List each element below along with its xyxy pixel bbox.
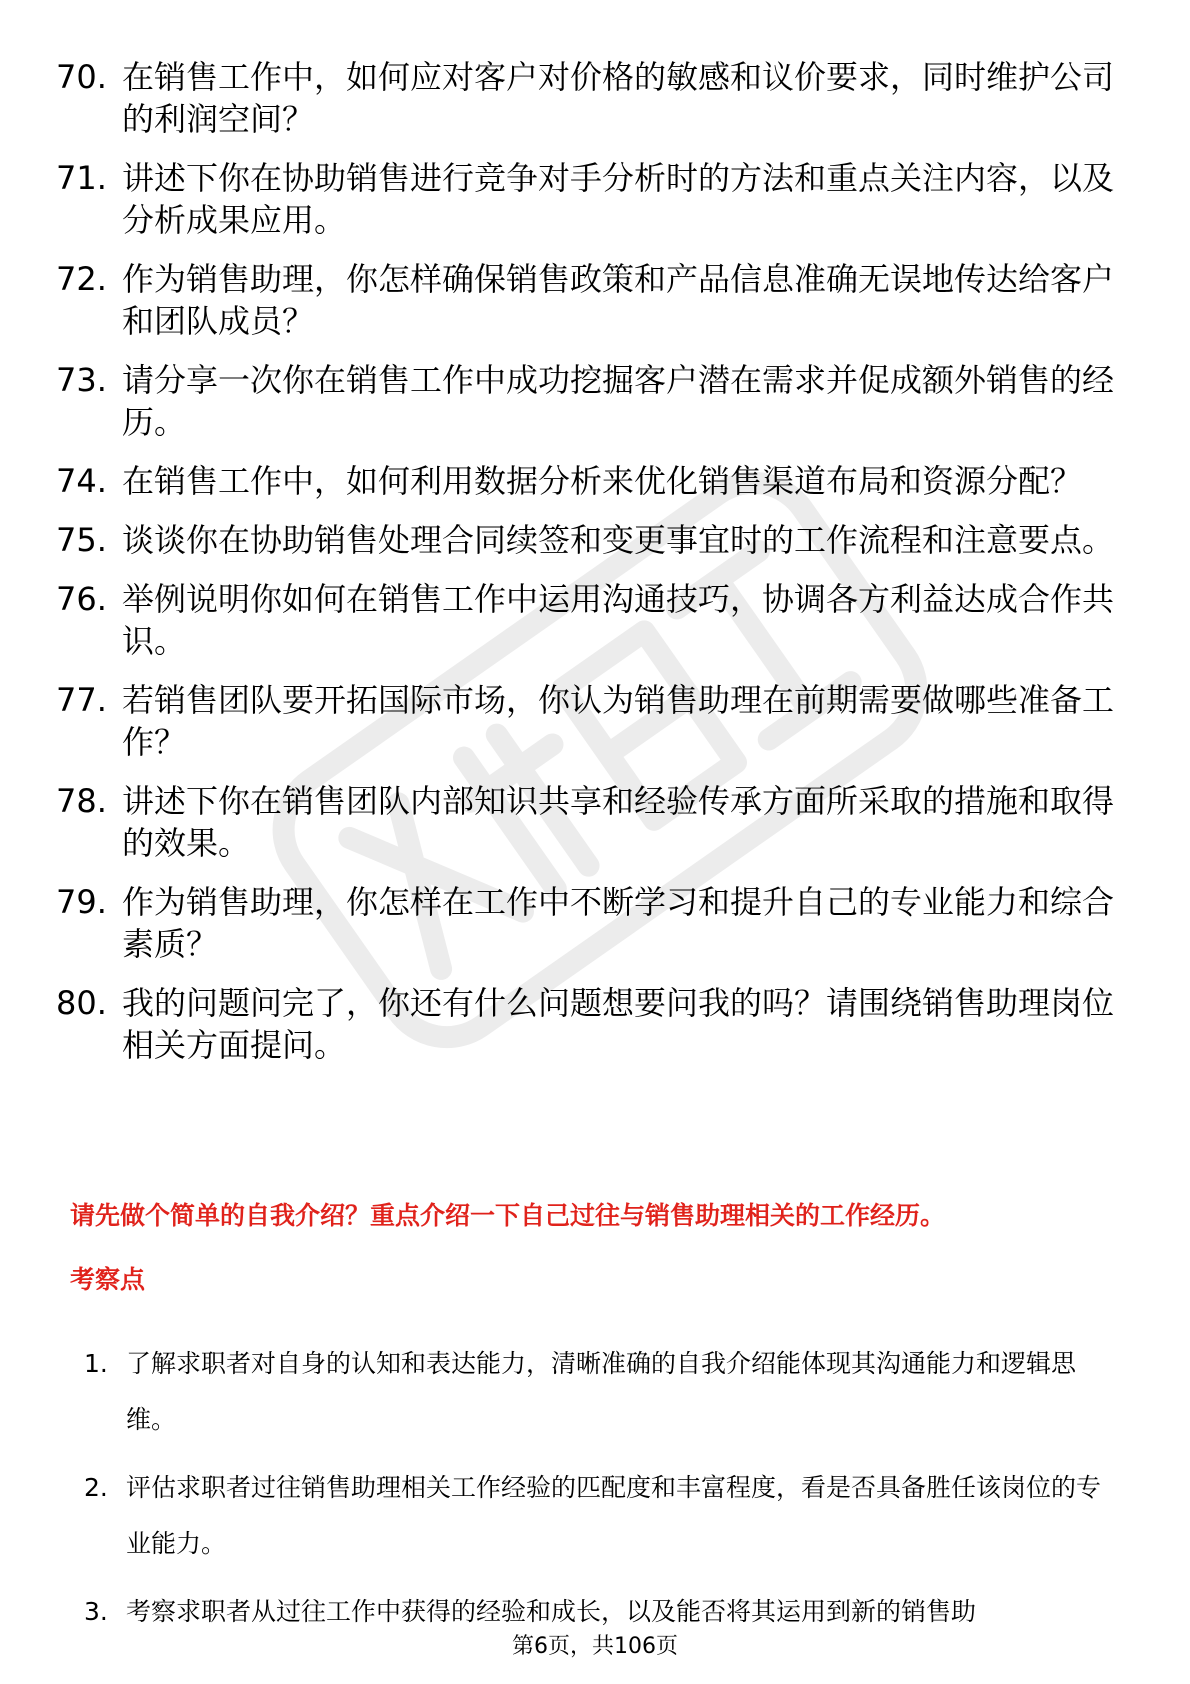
question-item bbox=[56, 258, 1126, 342]
assessment-heading: 考察点 bbox=[70, 1265, 146, 1294]
question-number: 80. bbox=[56, 984, 107, 1022]
question-text: 请分享一次你在销售工作中成功挖掘客户潜在需求并促成额外销售的经历。 bbox=[122, 361, 1115, 441]
question-item bbox=[56, 359, 1126, 443]
question-text: 我的问题问完了，你还有什么问题想要问我的吗？请围绕销售助理岗位相关方面提问。 bbox=[122, 984, 1115, 1064]
question-text: 作为销售助理，你怎样确保销售政策和产品信息准确无误地传达给客户和团队成员？ bbox=[122, 260, 1115, 340]
point-text: 考察求职者从过往工作中获得的经验和成长，以及能否将其运用到新的销售助 bbox=[126, 1597, 977, 1626]
point-number: 2. bbox=[84, 1473, 108, 1502]
question-number: 73. bbox=[56, 361, 107, 399]
question-item bbox=[56, 982, 1126, 1066]
point-text: 评估求职者过往销售助理相关工作经验的匹配度和丰富程度，看是否具备胜任该岗位的专业能力。 bbox=[126, 1473, 1102, 1558]
question-text: 谈谈你在协助销售处理合同续签和变更事宜时的工作流程和注意要点。 bbox=[122, 521, 1115, 559]
question-text: 作为销售助理，你怎样在工作中不断学习和提升自己的专业能力和综合素质？ bbox=[122, 883, 1115, 963]
question-item bbox=[56, 881, 1126, 965]
question-list bbox=[56, 56, 1126, 1083]
question-text: 讲述下你在协助销售进行竞争对手分析时的方法和重点关注内容，以及分析成果应用。 bbox=[122, 159, 1115, 239]
question-text: 若销售团队要开拓国际市场，你认为销售助理在前期需要做哪些准备工作？ bbox=[122, 681, 1115, 761]
question-number: 74. bbox=[56, 462, 107, 500]
question-item bbox=[56, 460, 1126, 502]
question-item bbox=[56, 519, 1126, 561]
question-number: 78. bbox=[56, 782, 107, 820]
question-item bbox=[56, 56, 1126, 140]
assessment-point bbox=[84, 1336, 1124, 1448]
assessment-points bbox=[84, 1336, 1124, 1652]
page-footer: 第6页，共106页 bbox=[512, 1634, 678, 1659]
question-item bbox=[56, 157, 1126, 241]
question-number: 75. bbox=[56, 521, 107, 559]
point-text: 了解求职者对自身的认知和表达能力，清晰准确的自我介绍能体现其沟通能力和逻辑思维。 bbox=[126, 1349, 1077, 1434]
question-number: 76. bbox=[56, 580, 107, 618]
question-number: 79. bbox=[56, 883, 107, 921]
question-number: 71. bbox=[56, 159, 107, 197]
question-item bbox=[56, 780, 1126, 864]
highlight-question: 请先做个简单的自我介绍？重点介绍一下自己过往与销售助理相关的工作经历。 bbox=[70, 1201, 946, 1230]
point-number: 1. bbox=[84, 1349, 108, 1378]
question-number: 70. bbox=[56, 58, 107, 96]
assessment-point bbox=[84, 1460, 1124, 1572]
question-number: 72. bbox=[56, 260, 107, 298]
question-text: 举例说明你如何在销售工作中运用沟通技巧，协调各方利益达成合作共识。 bbox=[122, 580, 1115, 660]
question-item bbox=[56, 679, 1126, 763]
question-item bbox=[56, 578, 1126, 662]
question-text: 讲述下你在销售团队内部知识共享和经验传承方面所采取的措施和取得的效果。 bbox=[122, 782, 1115, 862]
point-number: 3. bbox=[84, 1597, 108, 1626]
question-number: 77. bbox=[56, 681, 107, 719]
question-text: 在销售工作中，如何利用数据分析来优化销售渠道布局和资源分配？ bbox=[122, 462, 1083, 500]
question-text: 在销售工作中，如何应对客户对价格的敏感和议价要求，同时维护公司的利润空间？ bbox=[122, 58, 1115, 138]
